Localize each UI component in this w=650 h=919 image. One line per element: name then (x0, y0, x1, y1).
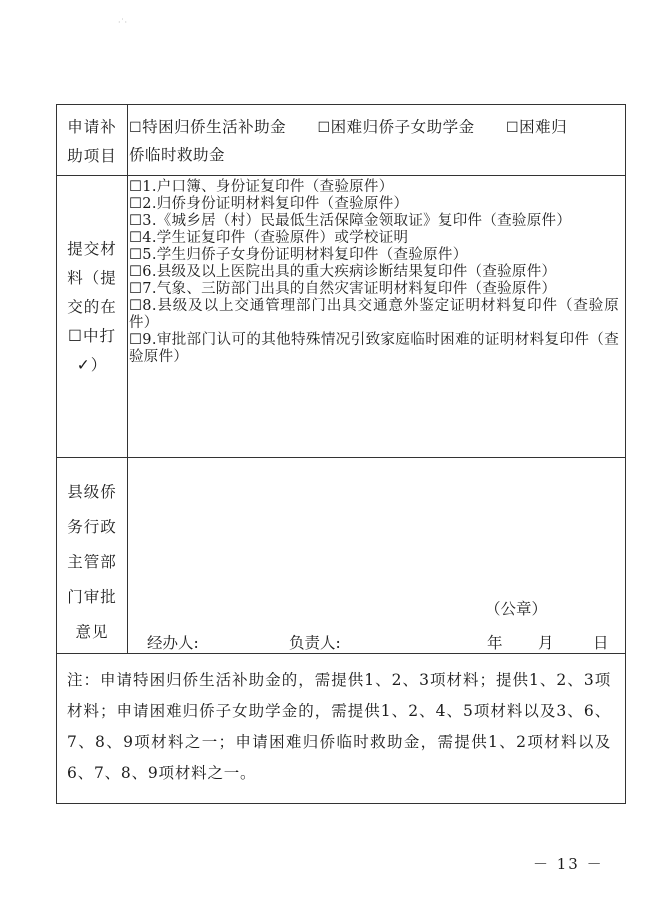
option-living-subsidy[interactable] (129, 114, 286, 142)
option-label-continued: 侨临时救助金 (129, 146, 226, 164)
option-student-grant[interactable] (318, 114, 475, 142)
option-emergency-relief[interactable] (506, 114, 567, 142)
label-line: 务行政 (67, 518, 117, 536)
responsible-label: 负责人: (289, 634, 341, 652)
label-line: 提交材 (67, 240, 117, 258)
material-item[interactable]: ☐1.户口簿、身份证复印件（查验原件） (129, 179, 394, 195)
day-label: 日 (593, 634, 609, 652)
label-line: 申请补 (67, 118, 117, 136)
label-line: 料（提 (67, 269, 117, 287)
checkbox-icon[interactable]: ☐ (506, 120, 520, 136)
material-item[interactable]: ☐6.县级及以上医院出具的重大疾病诊断结果复印件（查验原件） (129, 264, 557, 280)
material-item[interactable]: ☐7.气象、三防部门出具的自然灾害证明材料复印件（查验原件） (129, 281, 557, 297)
column-divider (127, 105, 128, 653)
application-form-table (56, 104, 626, 804)
materials-label (57, 235, 127, 380)
label-line: 主管部 (67, 553, 117, 571)
row-divider (57, 175, 625, 176)
option-label: 困难归 (519, 118, 568, 136)
year-label: 年 (487, 634, 503, 652)
label-line: 县级侨 (67, 483, 117, 501)
subsidy-options (129, 114, 619, 169)
checkbox-icon[interactable]: ☐ (317, 120, 331, 136)
material-item[interactable]: ☐4.学生证复印件（查验原件）或学校证明 (129, 230, 409, 246)
form-note: 注：申请特困归侨生活补助金的，需提供1、2、3项材料；提供1、2、3项材料；申请困难归侨子女助学金的，需提供1、2、4、5项材料以及3、6、7、8、9项材料之一；申请困难归侨临时救助金，需提供1、2项材料以及6、7、8、9项材料之一。 (67, 671, 611, 782)
approval-label (57, 475, 127, 650)
option-label: 困难归侨子女助学金 (330, 118, 475, 136)
subsidy-item-label (57, 113, 127, 171)
label-line: 助项目 (67, 147, 117, 165)
page-number: － 13 － (533, 855, 604, 873)
label-line: ✓） (76, 356, 108, 374)
label-line: 意见 (75, 623, 109, 641)
official-seal-placeholder: （公章） (485, 600, 548, 618)
materials-list (129, 179, 619, 366)
label-line: ☐中打 (68, 327, 116, 345)
scan-speck: ·˙· (118, 18, 128, 27)
row-divider (57, 457, 625, 458)
material-item[interactable]: ☐5.学生归侨子女身份证明材料复印件（查验原件） (129, 247, 468, 263)
material-item[interactable]: ☐9.审批部门认可的其他特殊情况引致家庭临时困难的证明材料复印件（查验原件） (129, 332, 619, 365)
row-divider (57, 653, 625, 654)
option-label: 特困归侨生活补助金 (142, 118, 287, 136)
handler-label: 经办人: (147, 634, 199, 652)
material-item[interactable]: ☐8.县级及以上交通管理部门出具交通意外鉴定证明材料复印件（查验原件） (129, 298, 619, 331)
checkbox-icon[interactable]: ☐ (129, 120, 143, 136)
label-line: 交的在 (67, 298, 117, 316)
material-item[interactable]: ☐3.《城乡居（村）民最低生活保障金领取证》复印件（查验原件） (129, 213, 572, 229)
month-label: 月 (538, 634, 554, 652)
label-line: 门审批 (67, 588, 117, 606)
material-item[interactable]: ☐2.归侨身份证明材料复印件（查验原件） (129, 196, 409, 212)
